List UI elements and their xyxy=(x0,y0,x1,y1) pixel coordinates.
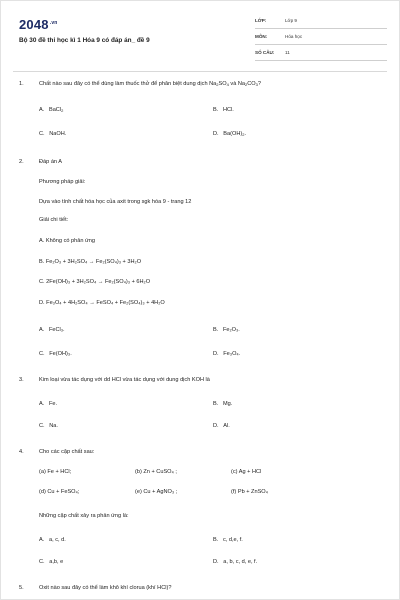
option-text: Fe₂O₃. xyxy=(222,327,240,333)
question-number: 1. xyxy=(19,81,24,87)
option-text: Al. xyxy=(223,423,230,429)
option-a[interactable] xyxy=(39,327,65,334)
meta-value: 11 xyxy=(285,50,290,55)
pair-item: (a) Fe + HCl; xyxy=(39,469,72,475)
option-letter: A. xyxy=(39,537,45,543)
option-c[interactable] xyxy=(39,131,66,138)
option-letter: D. xyxy=(213,559,219,565)
q1-sub: 3 xyxy=(255,82,258,87)
option-b[interactable] xyxy=(213,401,232,408)
logo-suffix: .vn xyxy=(49,19,58,26)
q1-text-part: CO xyxy=(247,81,256,87)
q1-text-part: ? xyxy=(257,81,261,87)
option-letter: C. xyxy=(39,559,45,565)
option-sub: 2 xyxy=(242,132,245,137)
option-c[interactable] xyxy=(39,351,72,358)
header-divider xyxy=(13,71,387,72)
method-label: Phương pháp giải: xyxy=(39,179,86,185)
q1-text-part: và Na xyxy=(228,81,246,87)
option-text: a, c, d. xyxy=(48,537,66,543)
option-d[interactable] xyxy=(213,559,257,566)
option-a[interactable] xyxy=(39,401,57,408)
question-number: 4. xyxy=(19,449,24,455)
option-a[interactable] xyxy=(39,107,63,114)
meta-row-count xyxy=(255,47,387,61)
option-letter: A. xyxy=(39,401,45,407)
option-text: FeCl₃. xyxy=(48,327,65,333)
option-letter: B. xyxy=(213,401,219,407)
option-text: Fe₃O₄. xyxy=(223,351,241,357)
option-d[interactable] xyxy=(213,351,240,358)
option-text: HCl. xyxy=(222,107,234,113)
option-letter: C. xyxy=(39,351,45,357)
option-tail: . xyxy=(244,131,247,137)
question-1-text xyxy=(39,81,261,88)
option-text: a,b, e xyxy=(49,559,64,565)
q1-sub: 4 xyxy=(226,82,229,87)
q1-sub: 2 xyxy=(245,82,248,87)
option-letter: C. xyxy=(39,131,45,137)
option-letter: D. xyxy=(213,351,219,357)
site-logo[interactable] xyxy=(19,17,58,32)
option-b[interactable] xyxy=(213,327,240,334)
document-title: Bộ 30 đề thi học kì 1 Hóa 9 có đáp án_ đề 9 xyxy=(19,37,150,44)
option-letter: B. xyxy=(213,327,219,333)
meta-table xyxy=(255,15,387,63)
option-a[interactable] xyxy=(39,537,66,544)
option-text: Fe. xyxy=(48,401,58,407)
option-c[interactable] xyxy=(39,559,63,566)
pair-item: (c) Ag + HCl xyxy=(231,469,262,475)
question-4-subquestion: Những cặp chất xảy ra phản ứng là: xyxy=(39,513,129,519)
method-text: Dựa vào tính chất hóa học của axit trong sgk hóa 9 - trang 12 xyxy=(39,199,192,205)
meta-value: Lớp 9 xyxy=(285,18,297,23)
solution-line-d: D. Fe₃O₄ + 4H₂SO₄ → FeSO₄ + Fe₂(SO₄)₃ + 4H₂O xyxy=(39,300,165,306)
answer-label: Đáp án A xyxy=(39,159,63,165)
question-3-text: Kim loại vừa tác dụng với dd HCl vừa tác dụng với dung dịch KOH là xyxy=(39,377,210,383)
option-letter: A. xyxy=(39,327,45,333)
q1-text-part: Chất nào sau đây có thể dùng làm thuốc thử để phân biệt dung dịch Na xyxy=(39,81,217,87)
meta-row-class xyxy=(255,15,387,29)
pair-item: (e) Cu + AgNO₃ ; xyxy=(135,489,178,495)
option-letter: C. xyxy=(39,423,45,429)
document-header xyxy=(19,15,387,69)
solution-line-c: C. 2Fe(OH)₃ + 3H₂SO₄ → Fe₂(SO₄)₃ + 6H₂O xyxy=(39,279,151,285)
option-c[interactable] xyxy=(39,423,58,430)
meta-key: LỚP: xyxy=(255,18,267,23)
option-text: NaOH. xyxy=(49,131,67,137)
question-number: 3. xyxy=(19,377,24,383)
option-d[interactable] xyxy=(213,423,230,430)
option-d[interactable] xyxy=(213,131,246,138)
meta-key: SỐ CÂU: xyxy=(255,50,275,55)
detail-label: Giải chi tiết: xyxy=(39,217,69,223)
q1-sub: 2 xyxy=(216,82,219,87)
option-text: c, d,e, f. xyxy=(222,537,243,543)
option-text: Ba(OH) xyxy=(223,131,243,137)
question-5-text: Oxit nào sau đây có thể làm khô khí clorua (khí HCl)? xyxy=(39,585,172,591)
meta-value: Hóa học xyxy=(285,34,303,39)
option-b[interactable] xyxy=(213,537,243,544)
option-text: BaCl xyxy=(48,107,62,113)
option-letter: D. xyxy=(213,423,219,429)
pair-item: (f) Pb + ZnSO₄ xyxy=(231,489,268,495)
option-letter: B. xyxy=(213,537,219,543)
question-number: 5. xyxy=(19,585,24,591)
solution-line-a: A. Không có phản ứng xyxy=(39,238,95,244)
option-text: Mg. xyxy=(222,401,233,407)
q1-text-part: SO xyxy=(218,81,227,87)
option-text: Na. xyxy=(49,423,58,429)
meta-key: MÔN: xyxy=(255,34,268,39)
option-letter: B. xyxy=(213,107,219,113)
pair-item: (d) Cu + FeSO₄; xyxy=(39,489,80,495)
option-sub: 2 xyxy=(61,108,64,113)
question-4-text: Cho các cặp chất sau: xyxy=(39,449,95,455)
option-text: Fe(OH)₃. xyxy=(49,351,72,357)
solution-line-b: B. Fe₂O₃ + 3H₂SO₄ → Fe₂(SO₄)₃ + 3H₂O xyxy=(39,259,142,265)
option-text: a, b, c, d, e, f. xyxy=(223,559,258,565)
option-letter: D. xyxy=(213,131,219,137)
option-b[interactable] xyxy=(213,107,234,114)
logo-text: 2048 xyxy=(19,17,49,32)
question-number: 2. xyxy=(19,159,24,165)
option-letter: A. xyxy=(39,107,45,113)
pair-item: (b) Zn + CuSO₄ ; xyxy=(135,469,177,475)
meta-row-subject xyxy=(255,31,387,45)
